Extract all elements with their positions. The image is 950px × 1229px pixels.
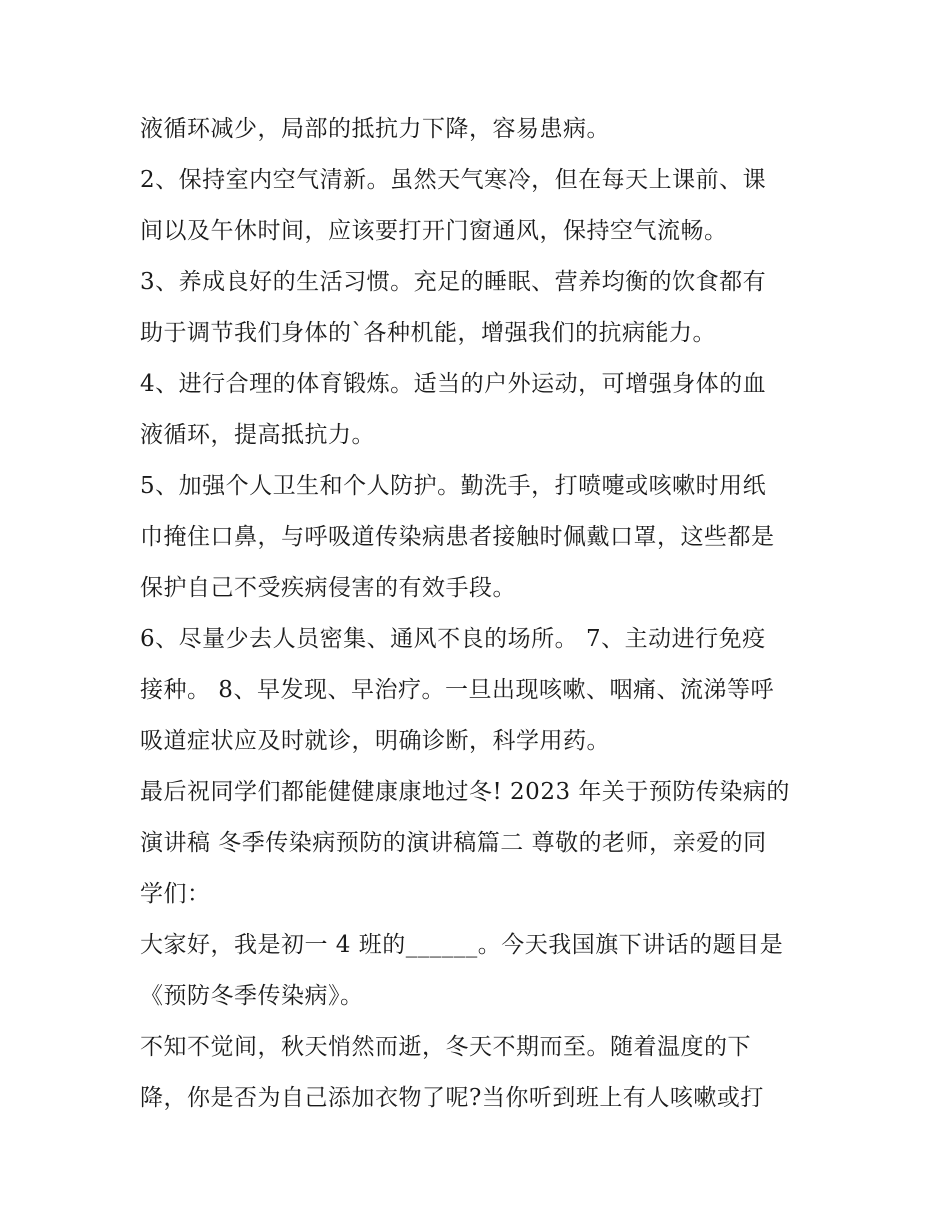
text-line: 保护自己不受疾病侵害的有效手段。 [140,575,516,601]
document-body [140,104,820,1124]
text-line: 《预防冬季传染病》。 [140,983,364,1009]
text-line: 2、保持室内空气清新。虽然天气寒冷，但在每天上课前、课 [140,167,767,193]
text-line: 液循环，提高抵抗力。 [140,422,375,448]
text-line: 3、养成良好的生活习惯。充足的睡眠、营养均衡的饮食都有 [140,269,767,295]
text-line: 不知不觉间，秋天悄然而逝，冬天不期而至。随着温度的下 [140,1034,751,1060]
text-line: 吸道症状应及时就诊，明确诊断，科学用药。 [140,728,610,754]
text-line: 大家好，我是初一 4 班的______。今天我国旗下讲话的题目是 [140,932,784,958]
text-line: 6、尽量少去人员密集、通风不良的场所。 7、主动进行免疫 [140,626,766,652]
text-line: 演讲稿 冬季传染病预防的演讲稿篇二 尊敬的老师，亲爱的同 [140,830,767,856]
text-line: 最后祝同学们都能健健康康地过冬! 2023 年关于预防传染病的 [140,779,790,805]
text-line: 降，你是否为自己添加衣物了呢?当你听到班上有人咳嗽或打 [140,1085,764,1111]
text-line: 液循环减少，局部的抵抗力下降，容易患病。 [140,116,610,142]
text-line: 间以及午休时间，应该要打开门窗通风，保持空气流畅。 [140,218,728,244]
text-line: 4、进行合理的体育锻炼。适当的户外运动，可增强身体的血 [140,371,767,397]
text-line: 5、加强个人卫生和个人防护。勤洗手，打喷嚏或咳嗽时用纸 [140,473,767,499]
text-line: 学们： [140,881,211,907]
text-line: 接种。 8、早发现、早治疗。一旦出现咳嗽、咽痛、流涕等呼 [140,677,774,703]
text-line: 助于调节我们身体的`各种机能，增强我们的抗病能力。 [140,320,716,346]
text-line: 巾掩住口鼻，与呼吸道传染病患者接触时佩戴口罩，这些都是 [140,524,775,550]
